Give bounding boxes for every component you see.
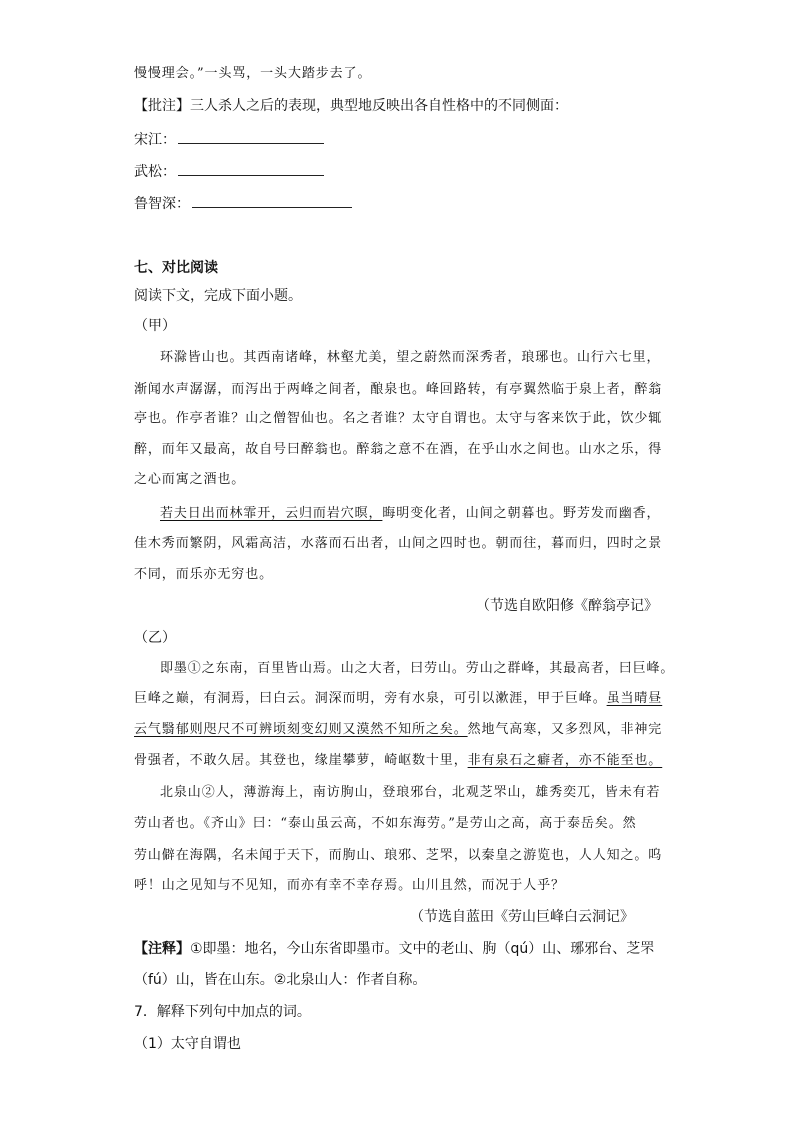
notes-text: ①即墨：地名，今山东省即墨市。文中的老山、朐（qú）山、琊邪台、芝罘: [190, 941, 655, 957]
passage-label-jia: （甲）: [134, 318, 176, 334]
passage-line: 渐闻水声潺潺，而泻出于两峰之间者，酿泉也。峰回路转，有亭翼然临于泉上者，醉翁: [134, 382, 663, 397]
passage-line: 佳木秀而繁阴，风霜高洁，水落而石出者，山间之四时也。朝而往，暮而归，四时之景: [134, 536, 663, 551]
answer-label-wusong: 武松：: [134, 164, 176, 180]
answer-blank-luzhishen[interactable]: [192, 193, 352, 208]
instruction-text: 阅读下文，完成下面小题。: [134, 288, 302, 304]
passage-line: 亭也。作亭者谁？山之僧智仙也。名之者谁？太守自谓也。太守与客来饮于此，饮少辄: [134, 411, 663, 426]
passage-line: 劳山者也。《齐山》曰：“泰山虽云高，不如东海劳。”是劳山之高，高于泰岳矣。然: [134, 816, 637, 831]
answer-label-luzhishen: 鲁智深：: [134, 196, 190, 212]
passage-line: 醉，而年又最高，故自号曰醉翁也。醉翁之意不在酒，在乎山水之间也。山水之乐，得: [134, 442, 663, 457]
passage-line: 之心而寓之酒也。: [134, 472, 246, 487]
annotation-text: 【批注】三人杀人之后的表现，典型地反映出各自性格中的不同侧面：: [134, 98, 568, 114]
passage-text: 巨峰之巅，有洞焉，曰白云。洞深而明，旁有水泉，可引以漱涯，甲于巨峰。: [134, 691, 607, 706]
answer-row-luzhishen: [134, 193, 352, 214]
passage-text: 然地气高寒，又多烈风，非神完: [467, 722, 663, 737]
passage-text: 晦明变化者，山间之朝暮也。野芳发而幽香，: [382, 506, 661, 521]
answer-row-songjiang: [134, 129, 324, 150]
annotation-line: [134, 96, 568, 116]
passage-line: [134, 720, 662, 740]
notes-line: [134, 939, 654, 959]
passage-text: 骨强者，不敢久居。其登也，缘崖攀萝，崎岖数十里，: [134, 753, 468, 768]
passage-line: [134, 689, 662, 709]
answer-blank-wusong[interactable]: [178, 161, 324, 176]
passage-line: 劳山僻在海隅，名未闻于天下，而朐山、琅邪、芝罘，以秦皇之游览也，人人知之。呜: [134, 848, 663, 863]
passage-line: [160, 504, 660, 524]
passage-line: 北泉山②人，薄游海上，南访朐山，登琅邪台，北观芝罘山，雄秀奕兀，皆未有若: [160, 785, 661, 800]
question-item: （1）太守自谓也: [134, 1036, 241, 1052]
passage-line: [134, 751, 662, 771]
answer-label-songjiang: 宋江：: [134, 132, 176, 148]
passage-line: 不同，而乐亦无穷也。: [134, 567, 274, 582]
underlined-sentence: 若夫日出而林霏开，云归而岩穴暝，: [160, 506, 383, 521]
passage-line: 即墨①之东南，百里皆山焉。山之大者，曰劳山。劳山之群峰，其最高者，曰巨峰。: [160, 661, 675, 676]
notes-label: 【注释】: [134, 941, 190, 957]
underlined-sentence: 虽当晴昼: [606, 691, 663, 706]
passage-line: 呼！山之见知与不见知，而亦有幸不幸存焉。山川且然，而况于人乎？: [134, 878, 565, 893]
question-title: 7．解释下列句中加点的词。: [134, 1004, 311, 1020]
answer-blank-songjiang[interactable]: [178, 129, 324, 144]
passage-line: 慢慢理会。”一头骂，一头大踏步去了。: [134, 66, 372, 81]
underlined-sentence: 非有泉石之癖者，亦不能至也。: [467, 753, 663, 768]
answer-row-wusong: [134, 161, 324, 182]
passage-line: 环滁皆山也。其西南诸峰，林壑尤美，望之蔚然而深秀者，琅琊也。山行六七里，: [160, 350, 661, 365]
notes-line: （fú）山，皆在山东。②北泉山人：作者自称。: [134, 972, 427, 988]
source-citation: （节选自蓝田《劳山巨峰白云洞记》: [410, 909, 634, 925]
underlined-sentence: 云气翳郁则咫尺不可辨顷刻变幻则又漠然不知所之矣。: [134, 722, 468, 737]
source-citation: （节选自欧阳修《醉翁亭记》: [476, 598, 658, 614]
passage-label-yi: （乙）: [134, 630, 176, 646]
section-heading: 七、对比阅读: [134, 260, 218, 276]
